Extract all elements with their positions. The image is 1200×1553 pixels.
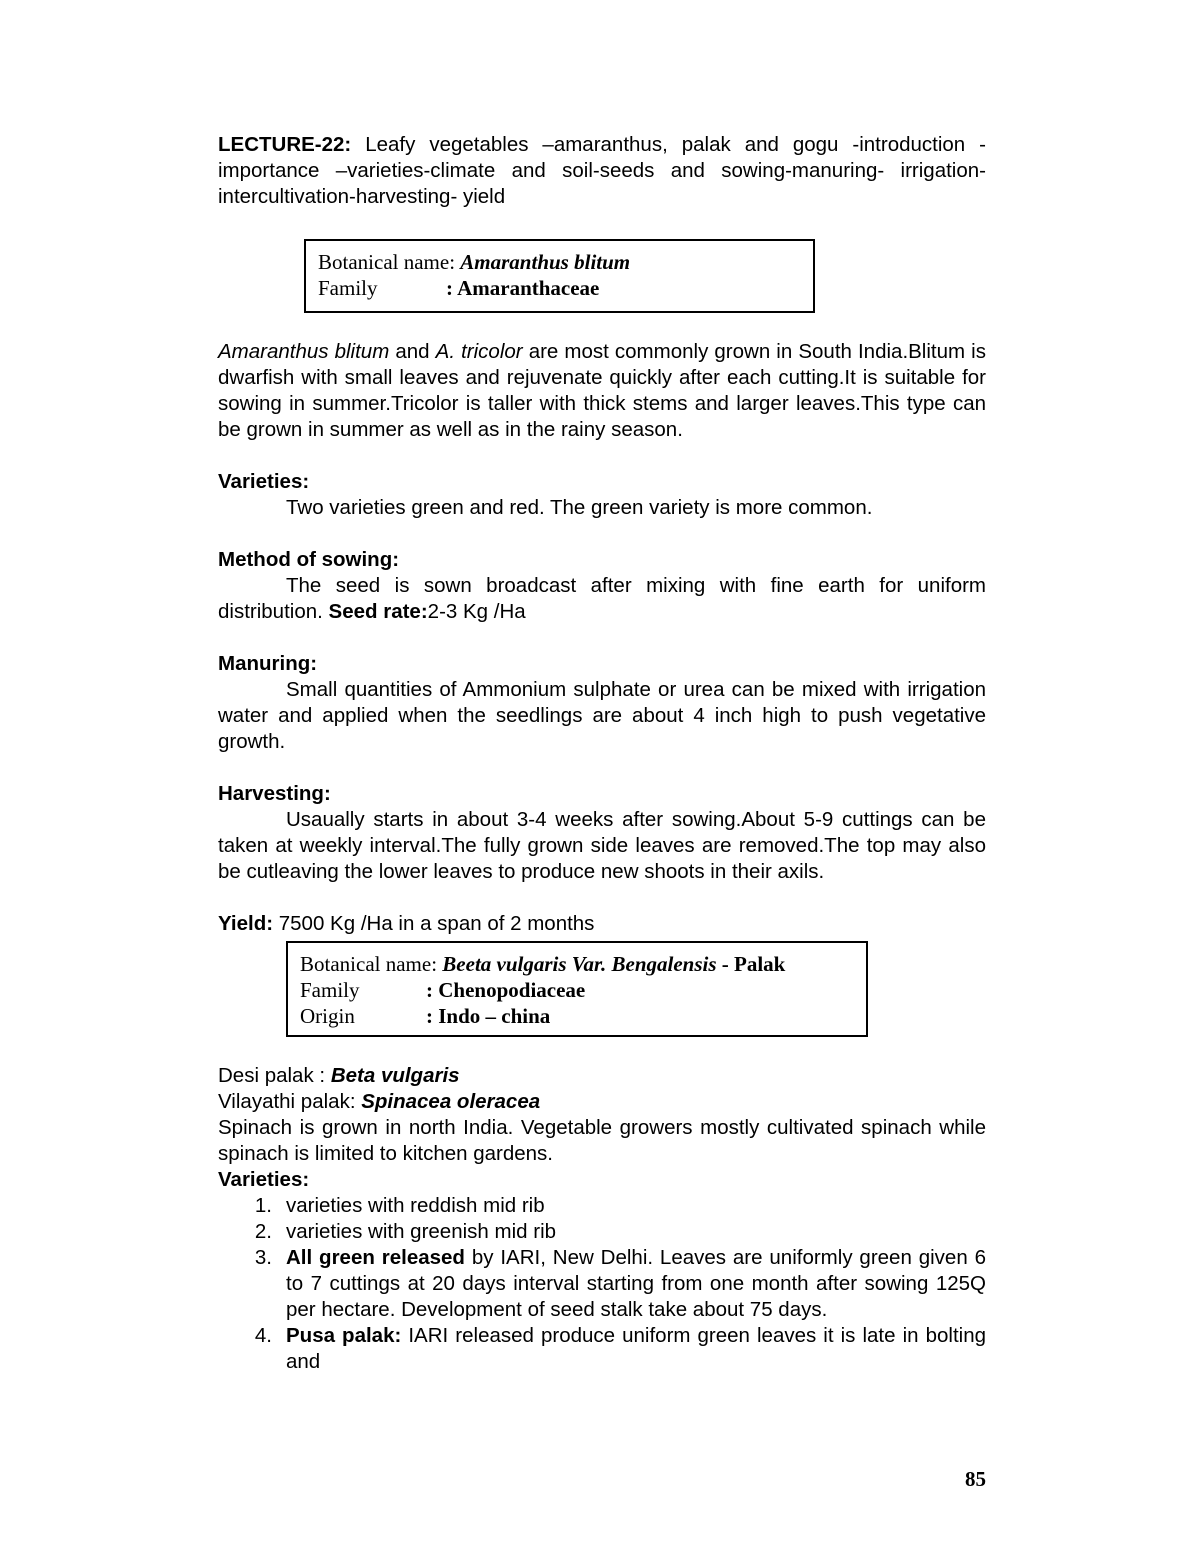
varieties-text: Two varieties green and red. The green variety is more common.: [286, 496, 873, 519]
vilayathi-palak-label: Vilayathi palak:: [218, 1090, 362, 1113]
amaranthus-intro: [218, 339, 986, 443]
palak-origin-value: : Indo – china: [426, 1004, 551, 1028]
sowing-body: The seed is sown broadcast after mixing with fine earth for uniform distribution.: [218, 574, 986, 623]
list-item-body: varieties with reddish mid rib: [286, 1194, 545, 1217]
palak-botanical-name-row: [300, 951, 854, 977]
family-row: [318, 275, 801, 301]
species-tricolor: A. tricolor: [435, 340, 523, 363]
palak-origin-row: [300, 1003, 854, 1029]
list-item-number: 4.: [254, 1324, 272, 1347]
list-item: [218, 1219, 986, 1245]
harvesting-text: Usaually starts in about 3-4 weeks after sowing.About 5-9 cuttings can be taken at weekly interval.The fully grown side leaves are removed.The top may also be cutleaving the lower leaves to produce new shoots in their axils.: [218, 808, 986, 883]
manuring-heading: Manuring:: [218, 652, 318, 675]
palak-varieties-heading: Varieties:: [218, 1168, 310, 1191]
list-item-bold: All green released: [286, 1246, 465, 1269]
palak-botanical-name-suffix: - Palak: [716, 952, 786, 976]
palak-family-label: Family: [300, 978, 360, 1002]
lecture-label: LECTURE-22:: [218, 133, 352, 156]
desi-palak-value: Beta vulgaris: [330, 1064, 460, 1087]
list-item-body: by IARI, New Delhi. Leaves are uniformly green given 6 to 7 cuttings at 20 days interval starting from one month after sowing 125Q per hectare. Development of seed stalk take about 75 days.: [286, 1246, 987, 1321]
desi-palak-line: [218, 1063, 986, 1089]
palak-varieties-list: [218, 1193, 986, 1375]
seed-rate-value: 2-3 Kg /Ha: [427, 600, 526, 623]
vilayathi-palak-value: Spinacea oleracea: [361, 1090, 541, 1113]
list-item-text: [286, 1245, 986, 1323]
page-number: 85: [965, 1467, 986, 1491]
botanical-name-value: Amaranthus blitum: [460, 250, 631, 274]
yield-value: 7500 Kg /Ha in a span of 2 months: [273, 912, 595, 935]
palak-botanical-name-value: Beeta vulgaris Var. Bengalensis: [442, 952, 717, 976]
family-value: : Amaranthaceae: [446, 276, 600, 300]
amaranthus-botanical-box: [304, 239, 815, 313]
family-label: Family: [318, 276, 378, 300]
palak-family-row: [300, 977, 854, 1003]
varieties-heading: Varieties:: [218, 470, 310, 493]
palak-botanical-box: [286, 941, 868, 1037]
spinach-text: Spinach is grown in north India. Vegetable growers mostly cultivated spinach while spinach is limited to kitchen gardens.: [218, 1116, 986, 1165]
list-item-body: IARI released produce uniform green leaves it is late in bolting and: [286, 1324, 986, 1373]
seed-rate-label: Seed rate:: [328, 600, 428, 623]
sowing-text: [218, 573, 986, 625]
list-item-number: 2.: [254, 1220, 272, 1243]
list-item: [218, 1193, 986, 1219]
lecture-title: [218, 132, 986, 210]
sowing-heading: Method of sowing:: [218, 548, 400, 571]
list-item-text: [286, 1219, 986, 1245]
list-item-number: 1.: [254, 1194, 272, 1217]
document-page: [218, 132, 986, 1375]
list-item-text: [286, 1323, 986, 1375]
harvesting-heading: Harvesting:: [218, 782, 331, 805]
yield-line: [218, 911, 986, 937]
botanical-name-label: Botanical name:: [318, 250, 461, 274]
list-item-bold: Pusa palak:: [286, 1324, 402, 1347]
intro-and: and: [389, 340, 436, 363]
palak-origin-label: Origin: [300, 1004, 355, 1028]
palak-botanical-name-label: Botanical name:: [300, 952, 443, 976]
list-item: [218, 1323, 986, 1375]
list-item: [218, 1245, 986, 1323]
manuring-text: Small quantities of Ammonium sulphate or urea can be mixed with irrigation water and applied when the seedlings are about 4 inch high to push vegetative growth.: [218, 678, 986, 753]
list-item-number: 3.: [254, 1246, 272, 1269]
yield-label: Yield:: [218, 912, 274, 935]
vilayathi-palak-line: [218, 1089, 986, 1115]
desi-palak-label: Desi palak :: [218, 1064, 331, 1087]
lecture-topic: Leafy vegetables –amaranthus, palak and gogu -introduction -importance –varieties-climate and soil-seeds and sowing-manuring- irrigation-intercultivation-harvesting- yield: [218, 133, 986, 208]
species-blitum: Amaranthus blitum: [218, 340, 390, 363]
intro-text: are most commonly grown in South India.Blitum is dwarfish with small leaves and rejuvenate quickly after each cutting.It is suitable for sowing in summer.Tricolor is taller with thick stems and larger leaves.This type can be grown in summer as well as in the rainy season.: [218, 340, 986, 441]
list-item-body: varieties with greenish mid rib: [286, 1220, 557, 1243]
list-item-text: [286, 1193, 986, 1219]
palak-family-value: : Chenopodiaceae: [426, 978, 586, 1002]
botanical-name-row: [318, 249, 801, 275]
